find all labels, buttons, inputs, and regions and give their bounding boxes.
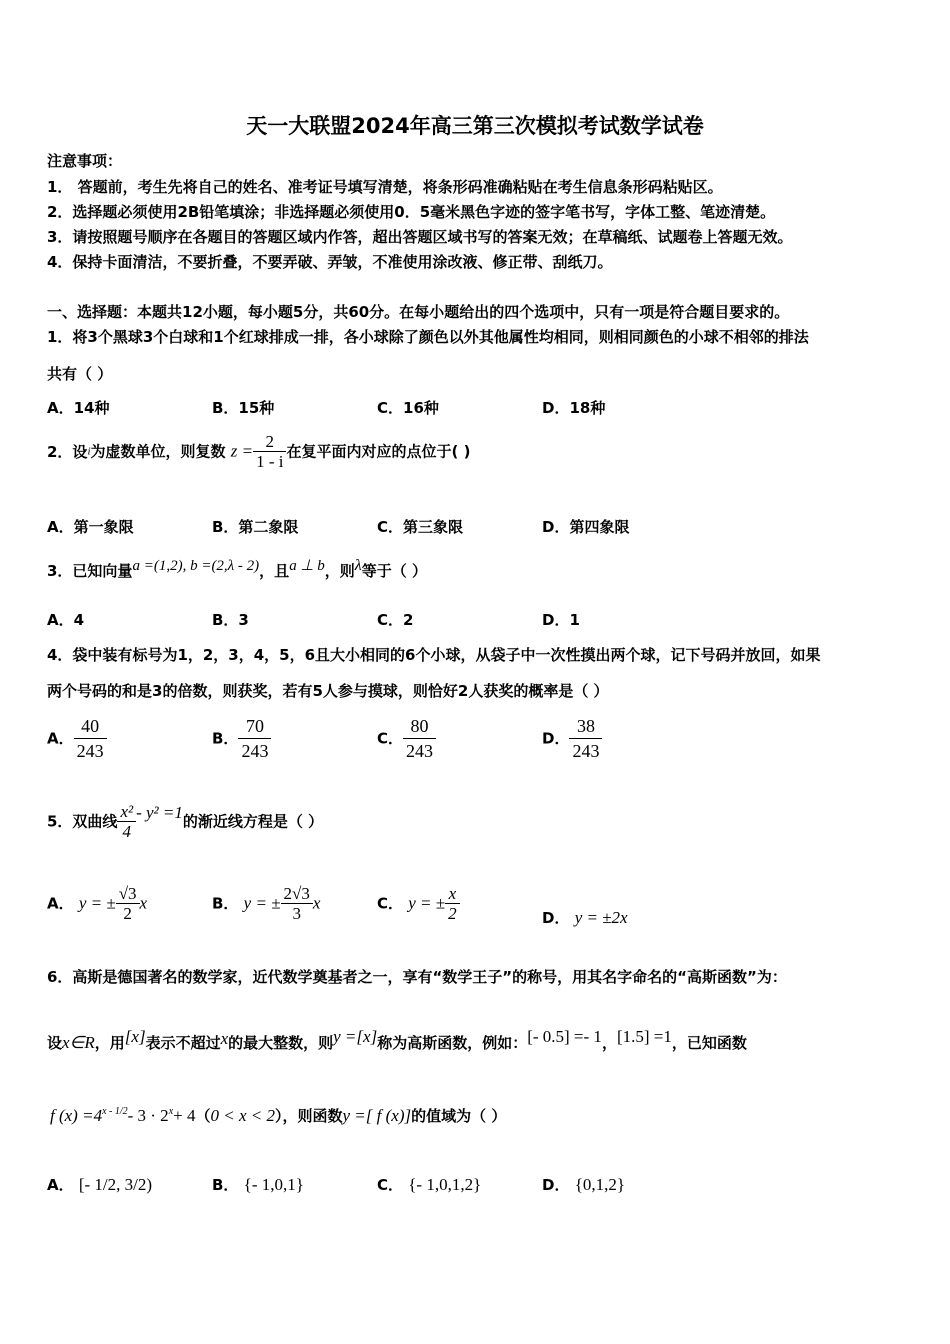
notice-item-4: 4．保持卡面清洁，不要折叠，不要弄破、弄皱，不准使用涂改液、修正带、刮纸刀。 — [47, 253, 613, 271]
q6-l2g: 的最大整数，则 — [228, 1034, 334, 1052]
q1-option-a: A．14种 — [47, 399, 110, 417]
q2-option-c: C．第三象限 — [377, 518, 464, 536]
q4-option-b — [212, 714, 271, 763]
q5-option-c-pre: y = ± — [408, 893, 446, 913]
q5-option-a-num: √3 — [118, 884, 137, 903]
q5-option-a — [47, 884, 147, 923]
q4-option-a-num: 40 — [81, 716, 100, 736]
q6-option-d-value: {0,1,2} — [574, 1175, 626, 1194]
q6-l2l: [1.5] =1 — [616, 1027, 672, 1046]
q5-option-b-pre: y = ± — [243, 893, 281, 913]
q5-fraction-den: 4 — [117, 821, 136, 841]
q6-option-c-label: C． — [377, 1176, 404, 1194]
q2-post: 在复平面内对应的点位于( ) — [286, 442, 471, 461]
q3-option-c: C．2 — [377, 611, 414, 629]
q6-l2a: 设 — [47, 1034, 63, 1052]
q6-option-d-label: D． — [542, 1176, 570, 1194]
q3-option-a: A．4 — [47, 611, 85, 629]
q6-l3b: - 3 · 2 — [127, 1106, 169, 1125]
q5-option-c — [377, 884, 460, 923]
q6-l3e: 0 < x < 2 — [210, 1106, 275, 1125]
q5-option-a-label: A． — [47, 894, 74, 913]
q6-l3a: f (x) =4 — [50, 1106, 103, 1125]
q6-l2i: 称为高斯函数，例如： — [377, 1034, 528, 1052]
q6-l2d: [x] — [124, 1027, 146, 1046]
q2-option-b: B．第二象限 — [212, 518, 299, 536]
q5-option-b-label: B． — [212, 894, 239, 913]
q5-option-b-den: 3 — [281, 903, 313, 923]
q2-stem — [47, 432, 470, 471]
q5-option-a-post: x — [139, 893, 148, 913]
q5-option-d-pre: y = ±2x — [574, 908, 628, 927]
q6-option-b-label: B． — [212, 1176, 239, 1194]
q5-post: 的渐近线方程是（ ） — [182, 812, 324, 831]
q5-option-a-den: 2 — [116, 903, 140, 923]
q4-option-d — [542, 714, 602, 763]
q6-l3h: 的值域为（ ） — [411, 1107, 507, 1125]
q1-option-b: B．15种 — [212, 399, 275, 417]
q5-option-a-pre: y = ± — [78, 893, 116, 913]
q3-option-d: D．1 — [542, 611, 580, 629]
q2-fraction — [253, 432, 286, 471]
page-title: 天一大联盟2024年高三第三次模拟考试数学试卷 — [246, 114, 704, 138]
q5-option-c-num: x — [448, 884, 457, 903]
q5-stem — [47, 802, 323, 841]
q5-option-b — [212, 884, 320, 923]
q4-option-a-label: A． — [47, 729, 74, 748]
q6-l3exp2: x — [168, 1106, 174, 1117]
q6-option-b — [212, 1175, 304, 1195]
q3-post: 等于（ ） — [361, 562, 427, 580]
q5-option-d — [542, 908, 628, 928]
q4-line2: 两个号码的和是3的倍数，则获奖，若有5人参与摸球，则恰好2人获奖的概率是（ ） — [47, 682, 609, 700]
q4-line1: 4．袋中装有标号为1，2，3，4，5，6且大小相同的6个小球，从袋子中一次性摸出两个球，记下号码并放回，如果 — [47, 646, 821, 664]
q6-option-a-label: A． — [47, 1176, 74, 1194]
q6-l3d: （ — [195, 1107, 211, 1125]
q6-option-a — [47, 1175, 152, 1195]
notice-heading: 注意事项： — [47, 152, 123, 170]
q5-option-c-den: 2 — [445, 903, 460, 923]
q4-option-a-den: 243 — [74, 738, 107, 763]
q3-lambda: λ — [354, 557, 362, 574]
q2-option-d: D．第四象限 — [542, 518, 630, 536]
q1-line1: 1．将3个黑球3个白球和1个红球排成一排，各小球除了颜色以外其他属性均相同，则相同颜色的小球不相邻的排法 — [47, 328, 809, 346]
q1-option-d: D．18种 — [542, 399, 606, 417]
q3-pre: 3．已知向量 — [47, 562, 133, 580]
q4-option-c-num: 80 — [410, 716, 429, 736]
q5-option-c-label: C． — [377, 894, 404, 913]
q6-line2 — [47, 1027, 747, 1053]
q4-option-c-den: 243 — [403, 738, 436, 763]
q6-l2k: ， — [601, 1034, 617, 1052]
q6-line3 — [50, 1102, 506, 1126]
q3-stem — [47, 556, 427, 581]
q5-option-b-post: x — [312, 893, 321, 913]
q2-i-symbol: i — [87, 445, 91, 458]
notice-item-2: 2．选择题必须使用2B铅笔填涂；非选择题必须使用0．5毫米黑色字迹的签字笔书写，字体工整、笔迹清楚。 — [47, 203, 776, 221]
q6-line1: 6．高斯是德国著名的数学家，近代数学奠基者之一，享有“数学王子”的称号，用其名字命名的“高斯函数”为： — [47, 968, 787, 986]
q3-perp: a ⊥ b — [289, 558, 325, 574]
q4-option-c — [377, 714, 436, 763]
q4-option-d-num: 38 — [576, 716, 595, 736]
q4-option-b-den: 243 — [238, 738, 271, 763]
notice-item-3: 3．请按照题号顺序在各题目的答题区域内作答，超出答题区域书写的答案无效；在草稿纸、试题卷上答题无效。 — [47, 228, 793, 246]
q4-option-b-label: B． — [212, 729, 239, 748]
section-heading: 一、选择题：本题共12小题，每小题5分，共60分。在每小题给出的四个选项中，只有一项是符合题目要求的。 — [47, 303, 790, 321]
q6-option-b-value: {- 1,0,1} — [243, 1175, 304, 1194]
q2-mid: 为虚数单位，则复数 — [90, 442, 226, 461]
q5-rest: - y² =1 — [136, 802, 183, 822]
q1-line2: 共有（ ） — [47, 365, 113, 383]
q4-option-c-label: C． — [377, 729, 404, 748]
q5-fraction-num: x² — [120, 802, 134, 821]
q6-l2c: ，用 — [94, 1034, 125, 1052]
q4-option-a — [47, 714, 107, 763]
q1-option-c: C．16种 — [377, 399, 439, 417]
q6-l2m: ，已知函数 — [671, 1034, 747, 1052]
q5-option-b-num: 2√3 — [283, 884, 310, 903]
q3-option-b: B．3 — [212, 611, 249, 629]
q2-num: 2 — [265, 432, 275, 451]
q6-l3exp: x - 1/2 — [102, 1106, 128, 1117]
q6-l3c: + 4 — [173, 1106, 196, 1125]
q6-l2f: x — [220, 1029, 229, 1048]
q6-option-d — [542, 1175, 625, 1195]
q5-option-d-label: D． — [542, 909, 570, 927]
q6-option-c-value: {- 1,0,1,2} — [408, 1175, 482, 1194]
q4-option-b-num: 70 — [245, 716, 264, 736]
q6-l2b: x∈R — [62, 1033, 95, 1052]
q3-mid: ，且 — [259, 562, 290, 580]
q5-pre: 5．双曲线 — [47, 812, 118, 831]
q2-option-a: A．第一象限 — [47, 518, 134, 536]
q6-option-a-value: [- 1/2, 3/2) — [78, 1175, 153, 1194]
q3-mid2: ，则 — [324, 562, 355, 580]
q6-l2h: y =[x] — [333, 1027, 378, 1046]
q3-vectors: a =(1,2), b =(2,λ - 2) — [132, 558, 260, 574]
q6-l3f: ），则函数 — [275, 1107, 343, 1125]
q6-l2j: [- 0.5] =- 1 — [527, 1027, 602, 1046]
q2-pre: 2．设 — [47, 442, 88, 461]
q4-option-d-den: 243 — [569, 738, 602, 763]
notice-item-1: 1． 答题前，考生先将自己的姓名、准考证号填写清楚，将条形码准确粘贴在考生信息条形码粘贴区。 — [47, 178, 723, 196]
q6-l2e: 表示不超过 — [145, 1034, 221, 1052]
q6-option-c — [377, 1175, 481, 1195]
q2-den: 1 - i — [253, 451, 286, 471]
q4-option-d-label: D． — [542, 729, 570, 748]
q2-z: z = — [230, 441, 254, 461]
q6-l3g: y =[ f (x)] — [342, 1106, 412, 1125]
